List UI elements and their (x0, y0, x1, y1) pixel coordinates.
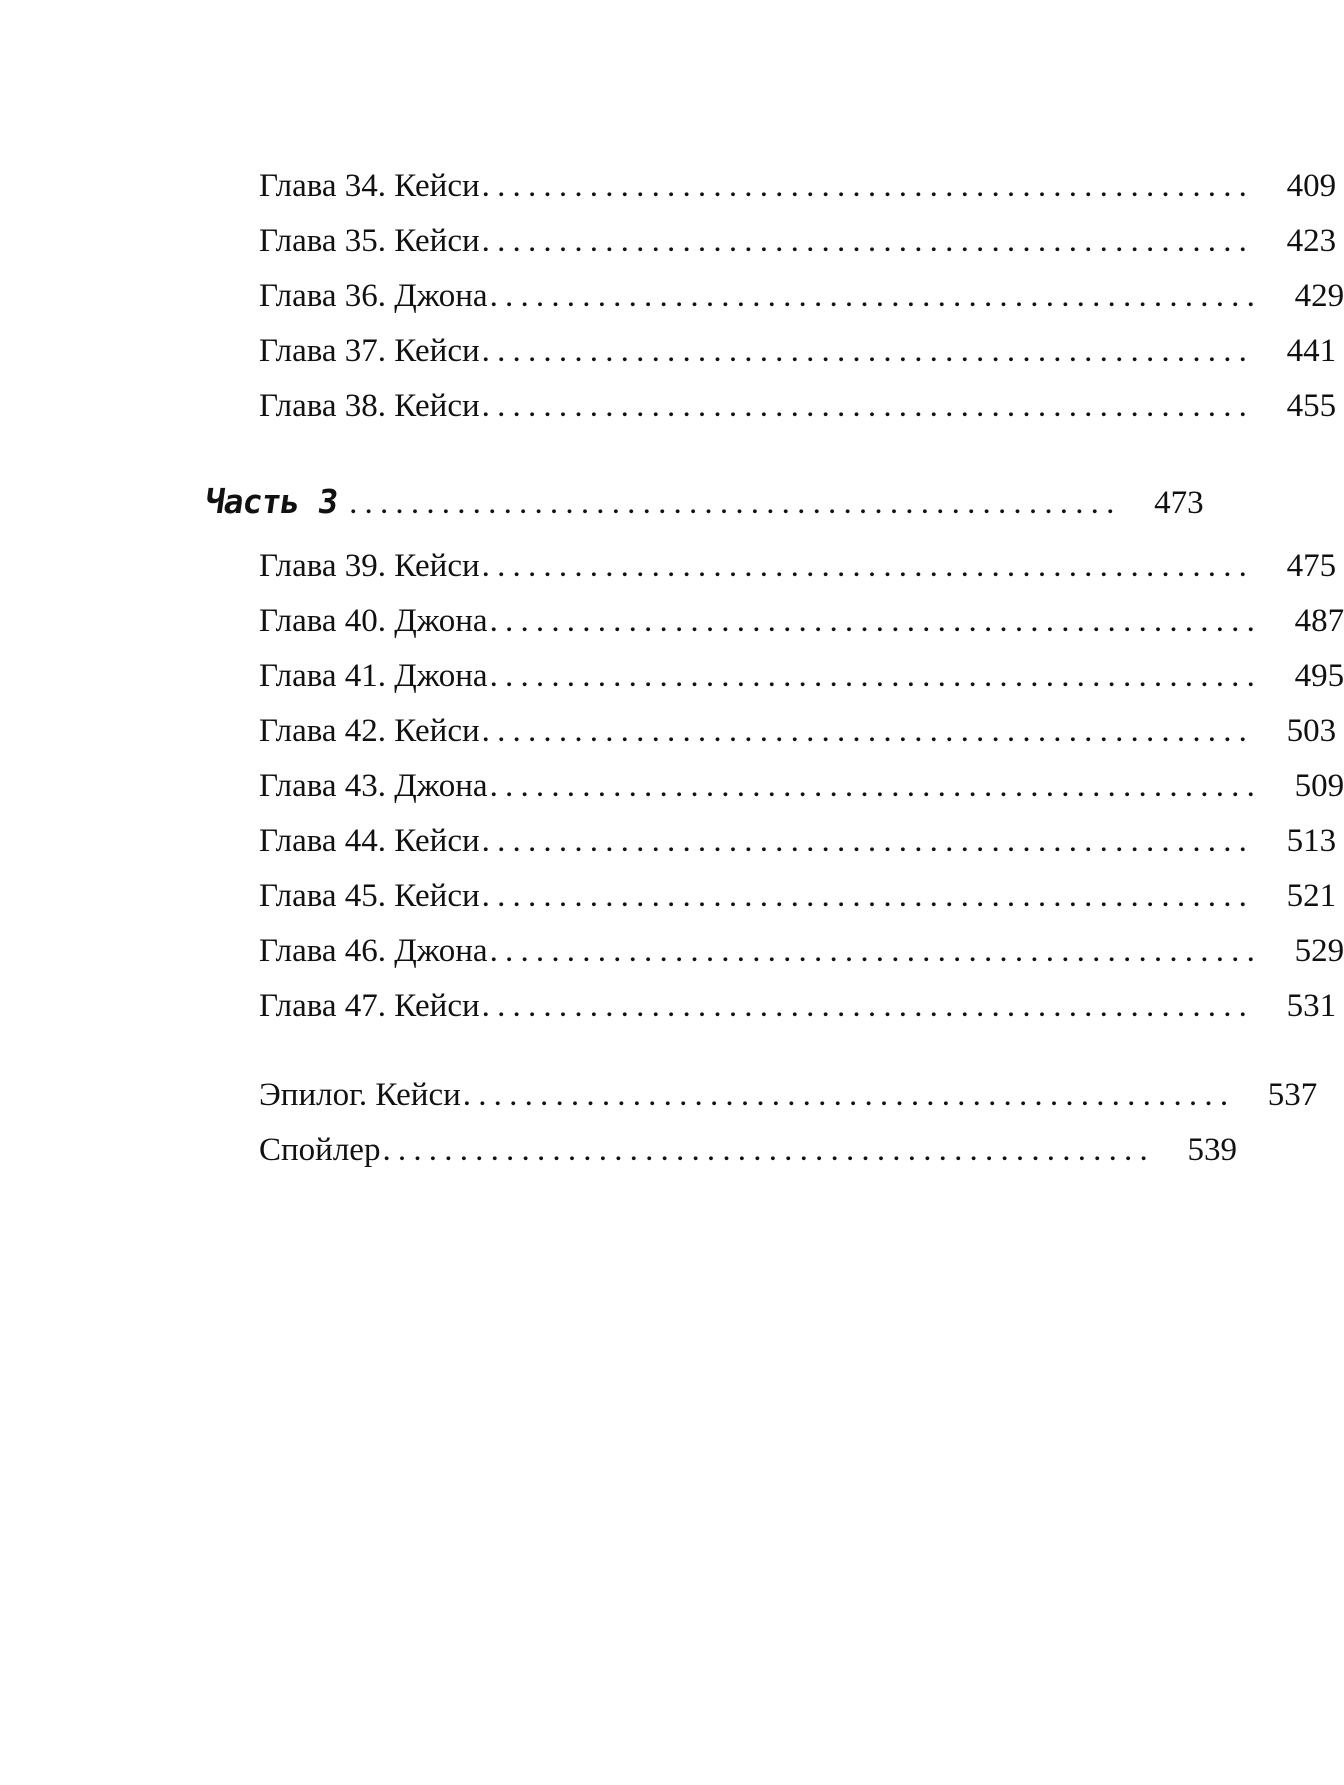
dot-leader: .................................................. (489, 278, 1263, 314)
dot-leader: .................................................. (481, 388, 1255, 424)
toc-entry-label: Глава 40. Джона (259, 603, 488, 639)
dot-leader: .................................................. (489, 768, 1263, 804)
dot-leader: .................................................. (481, 548, 1255, 584)
toc-entry-page-number: 529 (1294, 933, 1344, 969)
toc-entry-epilogue (259, 1075, 1318, 1115)
dot-leader: .................................................. (489, 658, 1263, 694)
toc-entry-chapter-34 (259, 166, 1337, 206)
toc-entry-page-number: 531 (1286, 988, 1337, 1024)
dot-leader: .................................................. (481, 223, 1255, 259)
toc-entry-page-number: 423 (1286, 223, 1337, 259)
toc-entry-label: Глава 43. Джона (259, 768, 488, 804)
dot-leader: .................................................. (481, 988, 1255, 1024)
toc-entry-chapter-41 (259, 656, 1344, 696)
toc-entry-label: Глава 44. Кейси (259, 823, 480, 859)
toc-entry-chapter-39 (259, 546, 1337, 586)
dot-leader: .................................................. (382, 1132, 1155, 1168)
toc-entry-chapter-37 (259, 331, 1337, 371)
dot-leader: .................................................. (481, 713, 1255, 749)
toc-entry-spoiler (259, 1130, 1237, 1170)
toc-entry-label: Глава 41. Джона (259, 658, 488, 694)
part-heading-label: Часть 3 (202, 482, 340, 521)
toc-entry-page-number: 537 (1267, 1077, 1318, 1113)
dot-leader: .................................................. (462, 1077, 1236, 1113)
toc-entry-page-number: 539 (1187, 1132, 1237, 1168)
toc-entry-chapter-47 (259, 986, 1337, 1026)
toc-entry-label: Глава 45. Кейси (259, 878, 480, 914)
toc-entry-chapter-43 (259, 766, 1344, 806)
toc-entry-page-number: 441 (1286, 333, 1337, 369)
toc-entry-chapter-42 (259, 711, 1337, 751)
toc-entry-part-3 (202, 482, 1204, 523)
toc-entry-label: Глава 35. Кейси (259, 223, 480, 259)
toc-entry-page-number: 487 (1294, 603, 1344, 639)
toc-entry-chapter-45 (259, 876, 1337, 916)
toc-entry-label: Глава 42. Кейси (259, 713, 480, 749)
dot-leader: .................................................. (481, 878, 1255, 914)
toc-entry-page-number: 509 (1294, 768, 1344, 804)
toc-entry-label: Глава 36. Джона (259, 278, 488, 314)
toc-entry-label: Глава 39. Кейси (259, 548, 480, 584)
toc-entry-label: Глава 34. Кейси (259, 168, 480, 204)
toc-entry-page-number: 495 (1294, 658, 1344, 694)
toc-entry-chapter-40 (259, 601, 1344, 641)
toc-entry-page-number: 455 (1286, 388, 1337, 424)
toc-entry-chapter-35 (259, 221, 1337, 261)
dot-leader: .................................................. (489, 603, 1263, 639)
toc-entry-chapter-46 (259, 931, 1344, 971)
toc-entry-chapter-44 (259, 821, 1337, 861)
toc-entry-page-number: 429 (1294, 278, 1344, 314)
toc-entry-label: Эпилог. Кейси (259, 1077, 461, 1113)
toc-entry-page-number: 409 (1286, 168, 1337, 204)
toc-entry-page-number: 503 (1286, 713, 1337, 749)
toc-entry-label: Глава 46. Джона (259, 933, 488, 969)
toc-entry-label: Спойлер (259, 1132, 381, 1168)
toc-entry-page-number: 513 (1286, 823, 1337, 859)
toc-entry-page-number: 473 (1154, 485, 1204, 521)
dot-leader: .................................................. (481, 168, 1255, 204)
toc-entry-page-number: 521 (1286, 878, 1337, 914)
toc-entry-label: Глава 37. Кейси (259, 333, 480, 369)
toc-entry-chapter-38 (259, 386, 1337, 426)
dot-leader: .................................................. (349, 485, 1122, 521)
toc-entry-label: Глава 47. Кейси (259, 988, 480, 1024)
dot-leader: .................................................. (489, 933, 1263, 969)
dot-leader: .................................................. (481, 333, 1255, 369)
toc-entry-page-number: 475 (1286, 548, 1337, 584)
dot-leader: .................................................. (481, 823, 1255, 859)
toc-entry-label: Глава 38. Кейси (259, 388, 480, 424)
toc-entry-chapter-36 (259, 276, 1344, 316)
